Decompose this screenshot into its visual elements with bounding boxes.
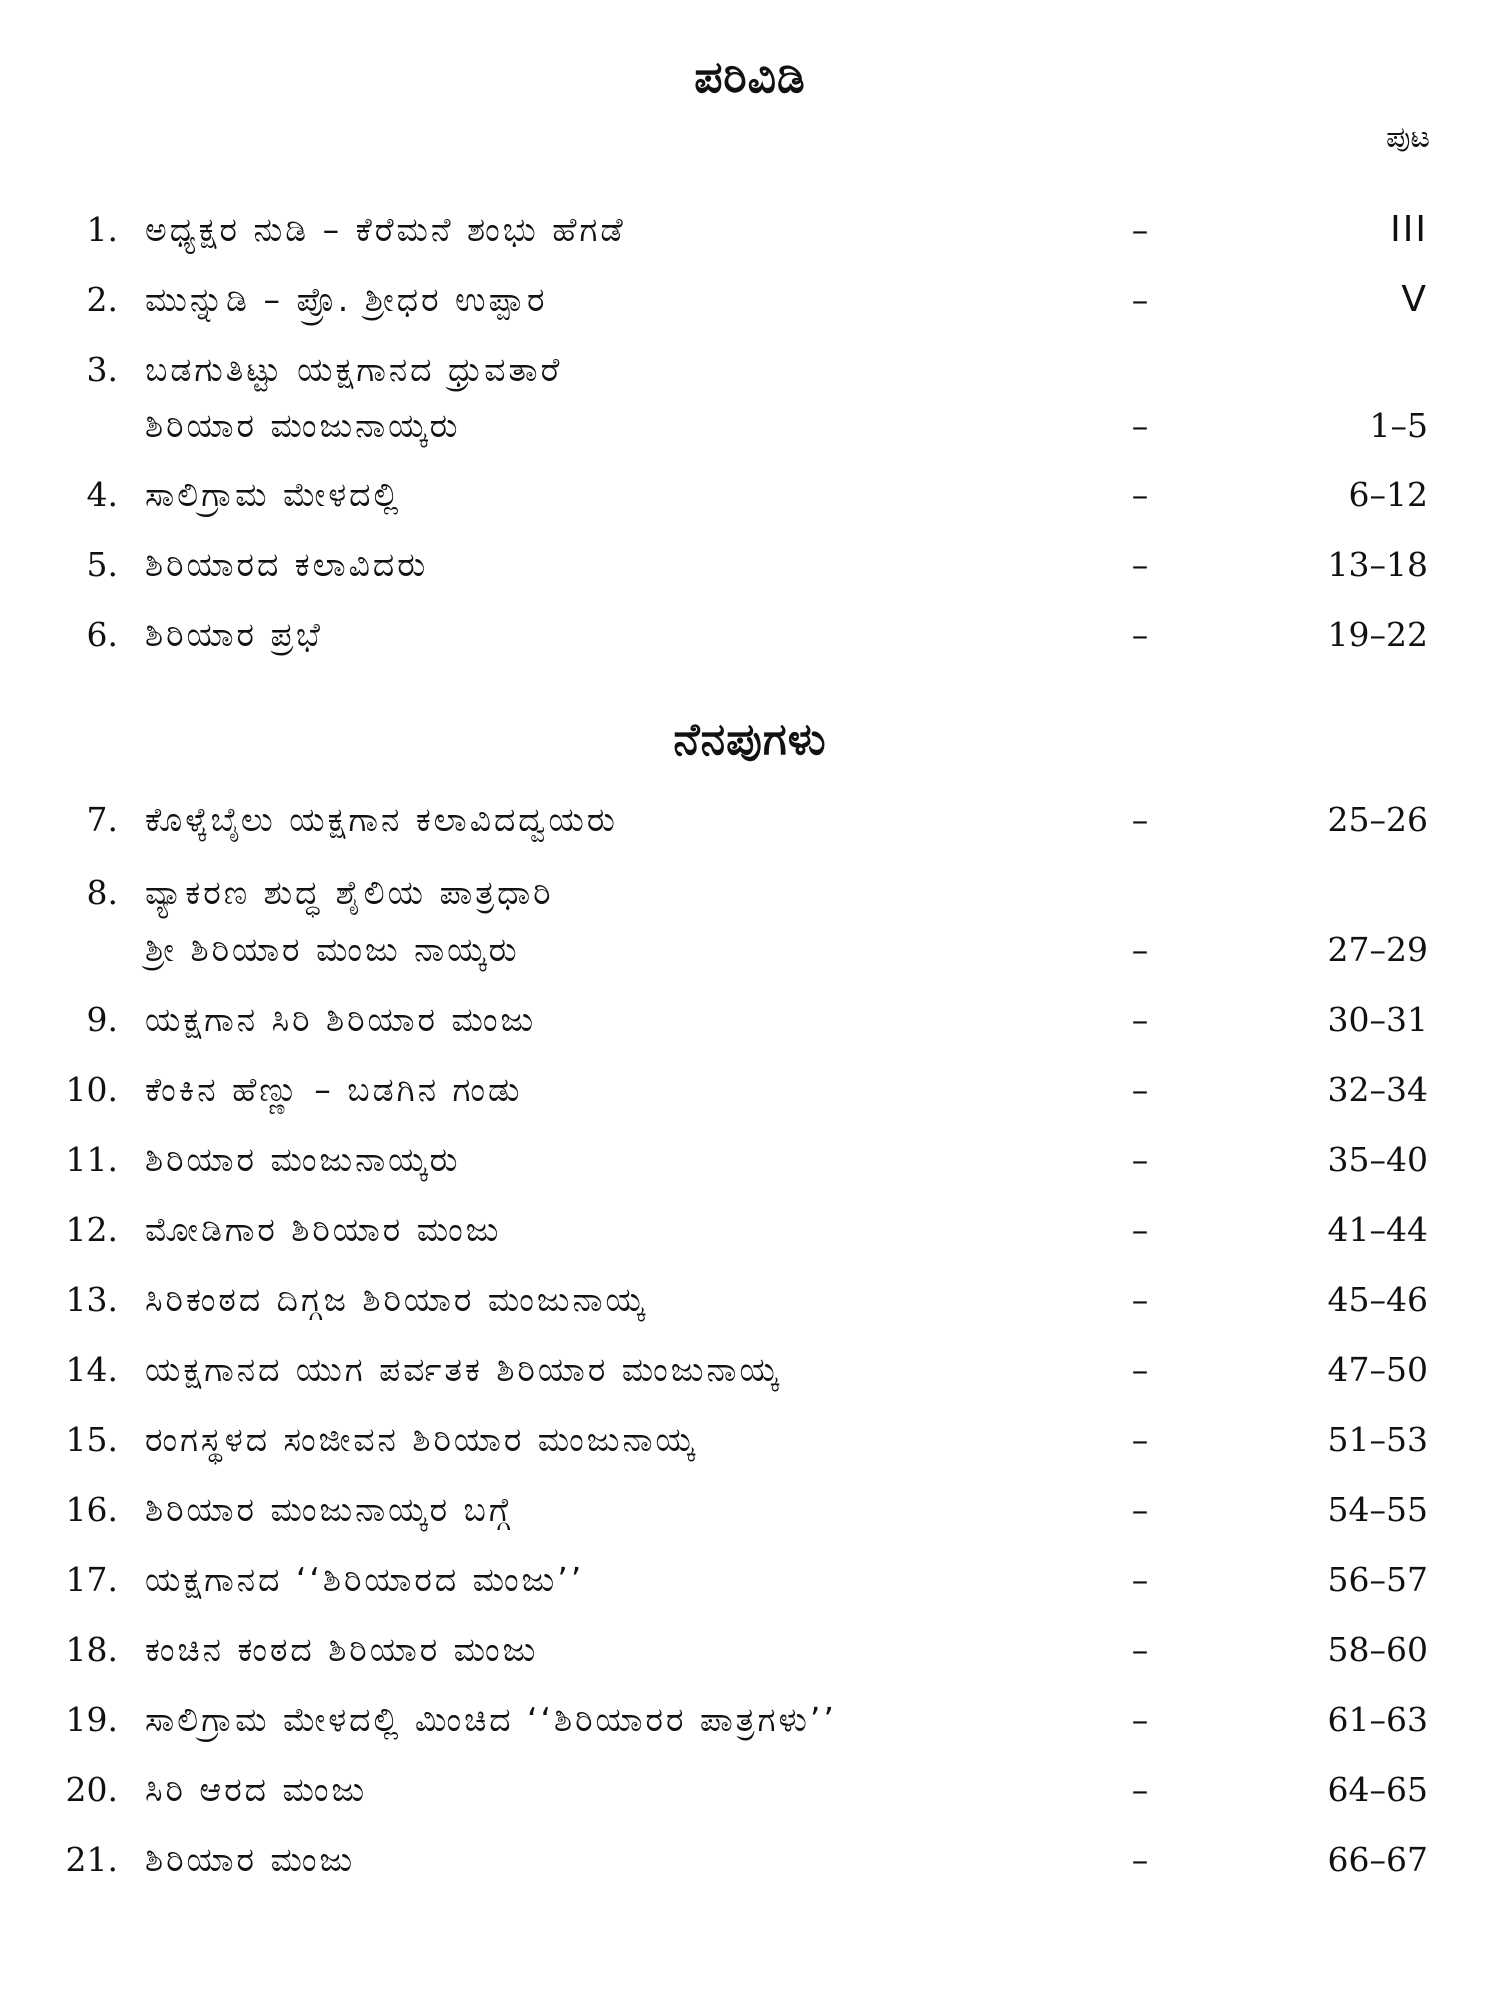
toc-entry	[0, 610, 1500, 660]
toc-entry	[0, 1065, 1500, 1115]
entry-number: 10.	[65, 1070, 118, 1109]
entry-dash: –	[1131, 210, 1149, 249]
entry-number: 20.	[65, 1770, 118, 1809]
entry-number: 18.	[65, 1630, 118, 1669]
entry-number: 11.	[65, 1140, 118, 1179]
entry-title: ಸಿರಿ ಆರದ ಮಂಜು	[145, 1770, 368, 1809]
entry-title: ವ್ಯಾಕರಣ ಶುದ್ಧ ಶೈಲಿಯ ಪಾತ್ರಧಾರಿ	[145, 873, 554, 912]
toc-entry	[0, 1555, 1500, 1605]
entry-title: ಸಾಲಿಗ್ರಾಮ ಮೇಳದಲ್ಲಿ	[145, 475, 402, 514]
entry-page: 1–5	[1369, 406, 1428, 445]
entry-dash: –	[1131, 1140, 1149, 1179]
entry-title: ಶಿರಿಯಾರ ಮಂಜುನಾಯ್ಕರ ಬಗ್ಗೆ	[145, 1490, 513, 1529]
entry-dash: –	[1131, 1000, 1149, 1039]
toc-entry	[0, 1345, 1500, 1395]
entry-page: 54–55	[1327, 1490, 1428, 1529]
toc-entry	[0, 470, 1500, 520]
toc-entry	[0, 1275, 1500, 1325]
entry-number: 17.	[65, 1560, 118, 1599]
entry-number: 7.	[86, 800, 118, 839]
memories-heading: ನೆನಪುಗಳು	[673, 714, 827, 765]
entry-title: ಶಿರಿಯಾರ ಮಂಜುನಾಯ್ಕರು	[145, 1140, 461, 1179]
entry-dash: –	[1131, 1210, 1149, 1249]
entry-number: 3.	[86, 350, 118, 389]
contents-heading: ಪರಿವಿಡಿ	[694, 52, 806, 103]
entry-page: 58–60	[1327, 1630, 1428, 1669]
entry-page: 32–34	[1327, 1070, 1428, 1109]
entry-page: 47–50	[1327, 1350, 1428, 1389]
entry-page: V	[1401, 279, 1428, 320]
entry-page: 45–46	[1327, 1280, 1428, 1319]
entry-page: 51–53	[1327, 1420, 1428, 1459]
entry-dash: –	[1131, 406, 1149, 445]
entry-page: 19–22	[1327, 615, 1428, 654]
entry-dash: –	[1131, 615, 1149, 654]
entry-page: 41–44	[1327, 1210, 1428, 1249]
entry-dash: –	[1131, 1840, 1149, 1879]
entry-number: 9.	[86, 1000, 118, 1039]
entry-title-line2: ಶ್ರೀ ಶಿರಿಯಾರ ಮಂಜು ನಾಯ್ಕರು	[145, 930, 520, 969]
toc-entry	[0, 1625, 1500, 1675]
entry-page: 27–29	[1327, 930, 1428, 969]
toc-entry	[0, 540, 1500, 590]
entry-dash: –	[1131, 475, 1149, 514]
entry-page: III	[1390, 209, 1428, 250]
entry-title: ಶಿರಿಯಾರದ ಕಲಾವಿದರು	[145, 545, 429, 584]
entry-title: ಯಕ್ಷಗಾನ ಸಿರಿ ಶಿರಿಯಾರ ಮಂಜು	[145, 1000, 537, 1039]
entry-page: 35–40	[1327, 1140, 1428, 1179]
entry-page: 30–31	[1327, 1000, 1428, 1039]
entry-number: 5.	[86, 545, 118, 584]
entry-number: 1.	[86, 210, 118, 249]
toc-entry-continuation	[0, 925, 1500, 975]
entry-title: ರಂಗಸ್ಥಳದ ಸಂಜೀವನ ಶಿರಿಯಾರ ಮಂಜುನಾಯ್ಕ	[145, 1420, 697, 1459]
entry-number: 6.	[86, 615, 118, 654]
entry-number: 16.	[65, 1490, 118, 1529]
entry-page: 56–57	[1327, 1560, 1428, 1599]
toc-entry	[0, 1695, 1500, 1745]
entry-title: ಸಿರಿಕಂಠದ ದಿಗ್ಗಜ ಶಿರಿಯಾರ ಮಂಜುನಾಯ್ಕ	[145, 1280, 647, 1319]
entry-number: 2.	[86, 280, 118, 319]
entry-title: ಶಿರಿಯಾರ ಪ್ರಭೆ	[145, 615, 323, 654]
entry-dash: –	[1131, 1560, 1149, 1599]
entry-page: 64–65	[1327, 1770, 1428, 1809]
entry-dash: –	[1131, 1700, 1149, 1739]
toc-entry	[0, 205, 1500, 255]
entry-dash: –	[1131, 800, 1149, 839]
toc-entry	[0, 868, 1500, 918]
toc-entry	[0, 1135, 1500, 1185]
page-column-label: ಪುಟ	[1385, 120, 1430, 155]
entry-title: ಕೊಳ್ಕೆಬೈಲು ಯಕ್ಷಗಾನ ಕಲಾವಿದದ್ವಯರು	[145, 800, 618, 839]
toc-entry	[0, 1415, 1500, 1465]
entry-number: 4.	[86, 475, 118, 514]
entry-title: ಯಕ್ಷಗಾನದ ಯುಗ ಪರ್ವತಕ ಶಿರಿಯಾರ ಮಂಜುನಾಯ್ಕ	[145, 1350, 781, 1389]
entry-dash: –	[1131, 930, 1149, 969]
toc-entry	[0, 1835, 1500, 1885]
entry-page: 6–12	[1348, 475, 1428, 514]
entry-number: 12.	[65, 1210, 118, 1249]
toc-entry	[0, 1205, 1500, 1255]
entry-dash: –	[1131, 545, 1149, 584]
entry-page: 25–26	[1327, 800, 1428, 839]
toc-entry	[0, 345, 1500, 395]
entry-dash: –	[1131, 1280, 1149, 1319]
entry-page: 61–63	[1327, 1700, 1428, 1739]
entry-title: ಸಾಲಿಗ್ರಾಮ ಮೇಳದಲ್ಲಿ ಮಿಂಚಿದ ‘‘ಶಿರಿಯಾರರ ಪಾತ್ರಗಳು’’	[145, 1700, 837, 1739]
toc-entry	[0, 795, 1500, 845]
entry-dash: –	[1131, 1630, 1149, 1669]
entry-page: 66–67	[1327, 1840, 1428, 1879]
entry-title: ಕಂಚಿನ ಕಂಠದ ಶಿರಿಯಾರ ಮಂಜು	[145, 1630, 539, 1669]
entry-number: 15.	[65, 1420, 118, 1459]
toc-entry	[0, 275, 1500, 325]
entry-title: ಬಡಗುತಿಟ್ಟು ಯಕ್ಷಗಾನದ ಧ್ರುವತಾರೆ	[145, 350, 563, 389]
toc-entry	[0, 1765, 1500, 1815]
entry-dash: –	[1131, 1770, 1149, 1809]
toc-entry-continuation	[0, 401, 1500, 451]
entry-title: ಯಕ್ಷಗಾನದ ‘‘ಶಿರಿಯಾರದ ಮಂಜು’’	[145, 1560, 585, 1599]
entry-page: 13–18	[1327, 545, 1428, 584]
entry-dash: –	[1131, 280, 1149, 319]
entry-title: ಅಧ್ಯಕ್ಷರ ನುಡಿ – ಕೆರೆಮನೆ ಶಂಭು ಹೆಗಡೆ	[145, 210, 626, 249]
toc-entry	[0, 1485, 1500, 1535]
entry-title-line2: ಶಿರಿಯಾರ ಮಂಜುನಾಯ್ಕರು	[145, 406, 461, 445]
entry-dash: –	[1131, 1490, 1149, 1529]
entry-dash: –	[1131, 1070, 1149, 1109]
entry-number: 13.	[65, 1280, 118, 1319]
entry-number: 21.	[65, 1840, 118, 1879]
entry-number: 14.	[65, 1350, 118, 1389]
entry-dash: –	[1131, 1350, 1149, 1389]
entry-title: ಮುನ್ನುಡಿ – ಪ್ರೊ. ಶ್ರೀಧರ ಉಪ್ಪಾರ	[145, 280, 548, 319]
entry-number: 8.	[86, 873, 118, 912]
entry-number: 19.	[65, 1700, 118, 1739]
entry-title: ಕೆಂಕಿನ ಹೆಣ್ಣು – ಬಡಗಿನ ಗಂಡು	[145, 1070, 523, 1109]
entry-title: ಶಿರಿಯಾರ ಮಂಜು	[145, 1840, 356, 1879]
entry-title: ಮೋಡಿಗಾರ ಶಿರಿಯಾರ ಮಂಜು	[145, 1210, 502, 1249]
entry-dash: –	[1131, 1420, 1149, 1459]
toc-entry	[0, 995, 1500, 1045]
